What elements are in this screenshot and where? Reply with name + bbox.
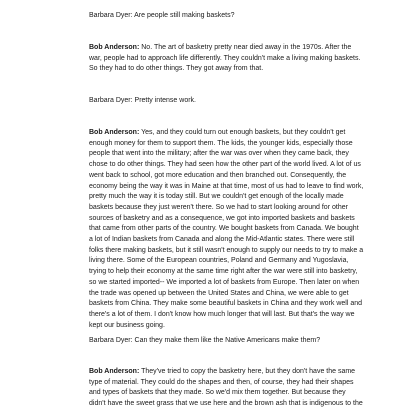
text-line: went back to school, got more education and then branched out. Consequently, the: [89, 171, 347, 179]
text-line: so we started imported-- We imported a lot of baskets from Europe. Then later on when: [89, 278, 360, 286]
text-line: sources of basketry and as a consequence, we got into imported baskets and baskets: [89, 214, 355, 222]
dialogue-turn: [89, 96, 395, 107]
text-line: and types of baskets that they made. So we'd mix them together. But because they: [89, 389, 346, 397]
utterance-text: Are people still making baskets?: [132, 12, 235, 19]
utterance-text: No. The art of basketry pretty near died away in the 1970s. After the: [139, 44, 352, 51]
text-line: that came from other parts of the country. We bought baskets from Canada. We bought: [89, 225, 359, 233]
speaker-name: Barbara Dyer:: [89, 97, 133, 104]
text-line: trying to help their economy at the same time right after the war were still into basketry,: [89, 268, 358, 276]
text-line: enough money for them to support them. The kids, the younger kids, especially those: [89, 139, 353, 147]
text-line: economy being the way it was in Maine at that time, most of us had to leave to find work,: [89, 182, 364, 190]
utterance-text: Yes, and they could turn out enough baskets, but they couldn't get: [139, 129, 346, 136]
dialogue-turn: [89, 367, 395, 410]
text-line: pretty much the way it is today still. But we couldn't get enough of the locally made: [89, 193, 344, 201]
dialogue-turn: [89, 128, 395, 331]
text-line: [89, 128, 395, 139]
text-line: [89, 336, 395, 347]
utterance-text: Pretty intense work.: [132, 97, 196, 104]
text-line: baskets because they just weren't there. So we had to start looking around for other: [89, 203, 348, 211]
text-line: chose to do other things. They had seen how the other part of the world lived. A lot of us: [89, 161, 361, 169]
text-line: [89, 96, 395, 107]
text-line: a lot of Indian baskets from Canada and along the Mid-Atlantic states. There were still: [89, 236, 355, 244]
text-line: So they had to do other things. They got away from that.: [89, 65, 264, 73]
text-line: type of material. They could do the shapes and then, of course, they had their shapes: [89, 378, 354, 386]
utterance-text: They've tried to copy the basketry here, but they don't have the same: [139, 368, 356, 375]
utterance-text: Can they make them like the Native Americans make them?: [132, 337, 321, 344]
text-line: [89, 11, 395, 22]
text-line: [89, 43, 395, 54]
text-line: [89, 367, 395, 378]
text-line: living there. Some of the European countries, Poland and Germany and Yugoslavia,: [89, 257, 349, 265]
text-line: kept our business going.: [89, 321, 165, 329]
speaker-name: Bob Anderson:: [89, 44, 140, 51]
text-line: baskets from China. They make some beautiful baskets in China and they work well and: [89, 300, 363, 308]
dialogue-turn: [89, 11, 395, 22]
text-line: war, people had to approach life differently. They couldn't make a living making baskets.: [89, 54, 361, 62]
text-line: people that went into the military; after the war was over when they came back, they: [89, 150, 349, 158]
text-line: the trade was opened up between the United States and China, we were able to get: [89, 289, 349, 297]
text-line: didn't have the sweet grass that we use here and the brown ash that is indigenous to the: [89, 400, 363, 408]
text-line: folks there making baskets, but it still wasn't enough to supply our needs to try to make a: [89, 246, 364, 254]
text-line: there's a lot of them. I don't know how much longer that will last. But that's the way we: [89, 310, 355, 318]
speaker-name: Barbara Dyer:: [89, 12, 133, 19]
speaker-name: Barbara Dyer:: [89, 337, 133, 344]
dialogue-turn: [89, 336, 395, 347]
speaker-name: Bob Anderson:: [89, 129, 140, 136]
speaker-name: Bob Anderson:: [89, 368, 140, 375]
dialogue-turn: [89, 43, 395, 75]
